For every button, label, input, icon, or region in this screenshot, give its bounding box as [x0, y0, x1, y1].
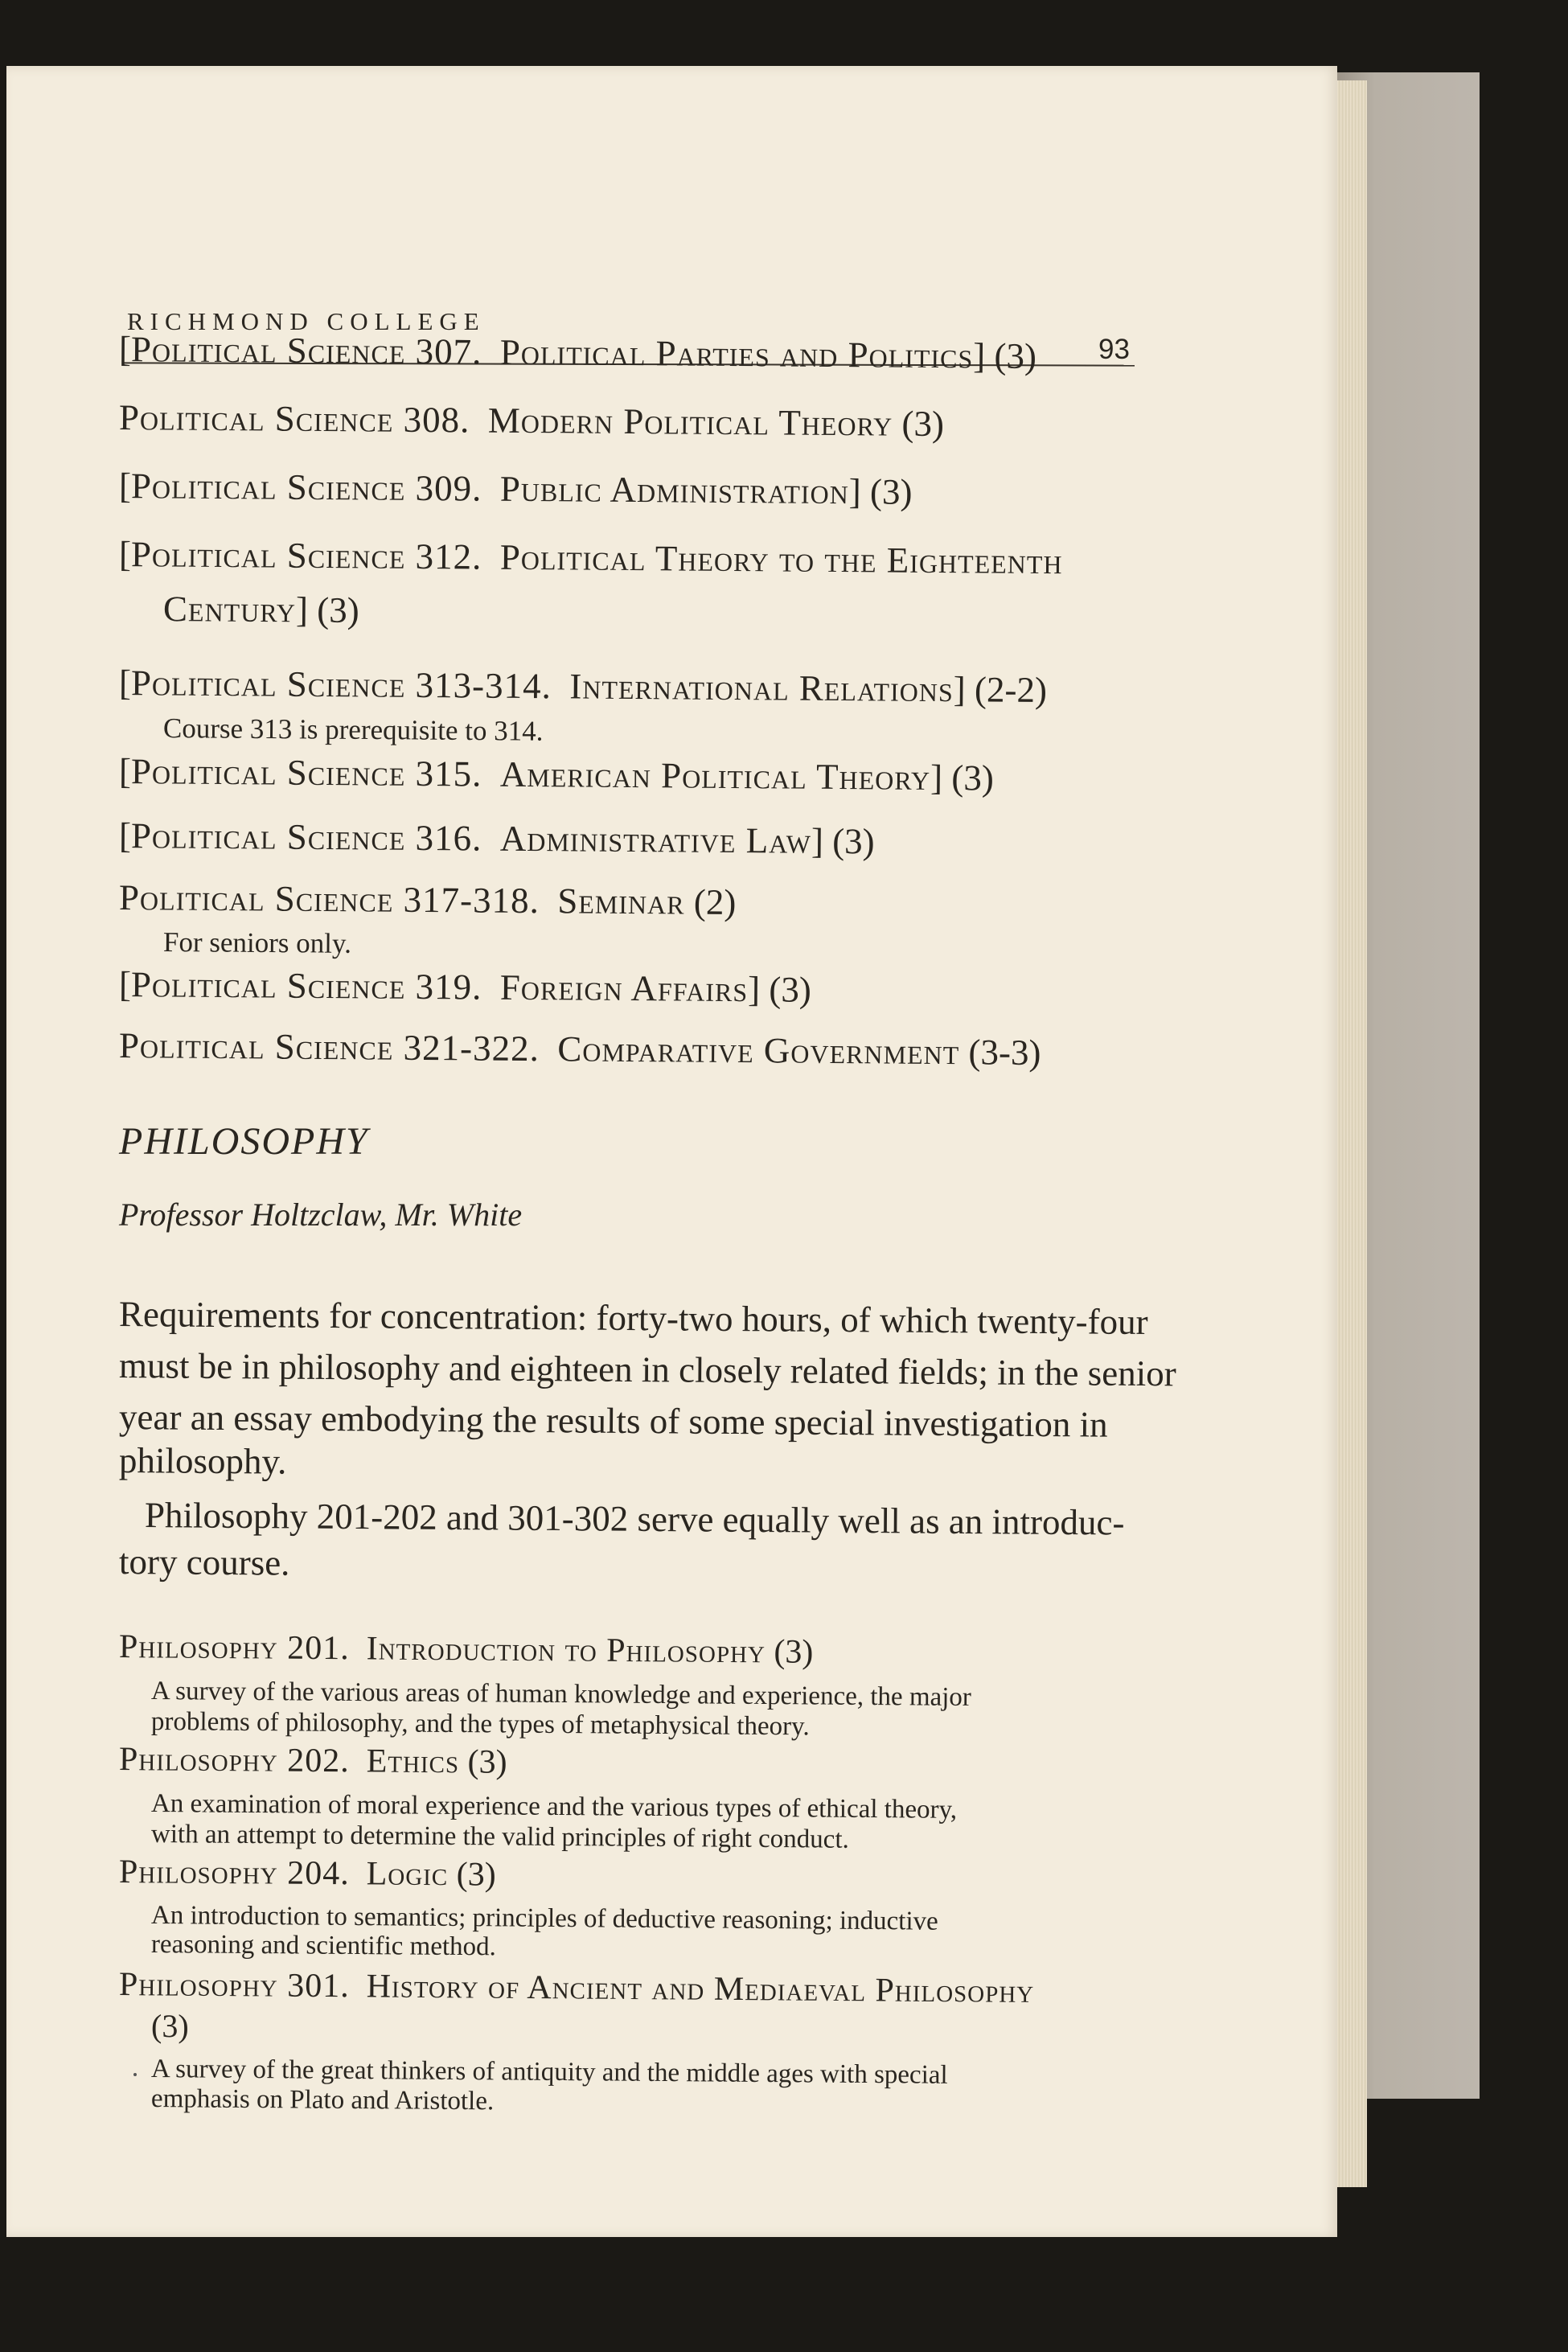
course-credits-phil-301: (3) [151, 2008, 189, 2044]
course-entry-ps-316: [Political Science 316. Administrative Law] (3) [118, 815, 875, 862]
course-note-317-318: For seniors only. [162, 926, 352, 959]
course-entry-ps-319: [Political Science 319. Foreign Affairs] (3) [118, 964, 812, 1010]
course-description-phil-202-line-1: An examination of moral experience and the various types of ethical theory, [150, 1789, 958, 1825]
department-faculty: Professor Holtzclaw, Mr. White [119, 1197, 523, 1233]
requirements-line-1: Requirements for concentration: forty-two hours, of which twenty-four [118, 1294, 1148, 1343]
course-entry-ps-312-continuation: Century] (3) [162, 589, 359, 630]
course-entry-ps-321-322: Political Science 321-322. Comparative Government (3-3) [118, 1025, 1041, 1073]
course-entry-phil-204: Philosophy 204. Logic (3) [118, 1853, 496, 1894]
requirements-line-3: year an essay embodying the results of some special investigation in [118, 1397, 1108, 1445]
course-entry-ps-307: [Political Science 307. Political Parties and Politics] (3) [118, 329, 1037, 376]
requirements-line-4: philosophy. [118, 1440, 287, 1482]
intro-course-line-1: Philosophy 201-202 and 301-302 serve equally well as an introduc- [144, 1495, 1125, 1543]
course-entry-phil-202: Philosophy 202. Ethics (3) [118, 1741, 507, 1781]
course-entry-ps-315: [Political Science 315. American Political Theory] (3) [118, 751, 995, 798]
course-entry-ps-309: [Political Science 309. Public Administration] (3) [118, 466, 913, 512]
requirements-line-2: must be in philosophy and eighteen in closely related fields; in the senior [118, 1345, 1176, 1394]
course-description-phil-204-line-2: reasoning and scientific method. [150, 1930, 497, 1962]
course-description-phil-201-line-1: A survey of the various areas of human knowledge and experience, the major [150, 1677, 972, 1713]
page-number: 93 [1098, 334, 1130, 365]
course-description-phil-202-line-2: with an attempt to determine the valid principles of right conduct. [150, 1820, 849, 1854]
course-description-phil-204-line-1: An introduction to semantics; principles of deductive reasoning; inductive [150, 1901, 938, 1936]
course-entry-phil-201: Philosophy 201. Introduction to Philosophy (3) [118, 1628, 814, 1671]
course-entry-ps-312: [Political Science 312. Political Theory to the Eighteenth [118, 534, 1063, 582]
course-description-phil-201-line-2: problems of philosophy, and the types of metaphysical theory. [150, 1707, 810, 1742]
department-heading: PHILOSOPHY [119, 1120, 369, 1163]
ink-speck [133, 2073, 137, 2076]
course-entry-ps-308: Political Science 308. Modern Political Theory (3) [118, 397, 945, 445]
course-entry-phil-301: Philosophy 301. History of Ancient and Mediaeval Philosophy [118, 1966, 1035, 2010]
course-entry-ps-313-314: [Political Science 313-314. International Relations] (2-2) [118, 663, 1048, 711]
intro-course-line-2: tory course. [118, 1541, 290, 1583]
course-description-phil-301-line-1: A survey of the great thinkers of antiquity and the middle ages with special [150, 2054, 948, 2090]
course-note-313-314: Course 313 is prerequisite to 314. [162, 712, 544, 747]
running-head: RICHMOND COLLEGE [127, 307, 486, 335]
course-description-phil-301-line-2: emphasis on Plato and Aristotle. [150, 2084, 495, 2116]
course-entry-ps-317-318: Political Science 317-318. Seminar (2) [118, 877, 737, 923]
book-page [6, 66, 1337, 2237]
